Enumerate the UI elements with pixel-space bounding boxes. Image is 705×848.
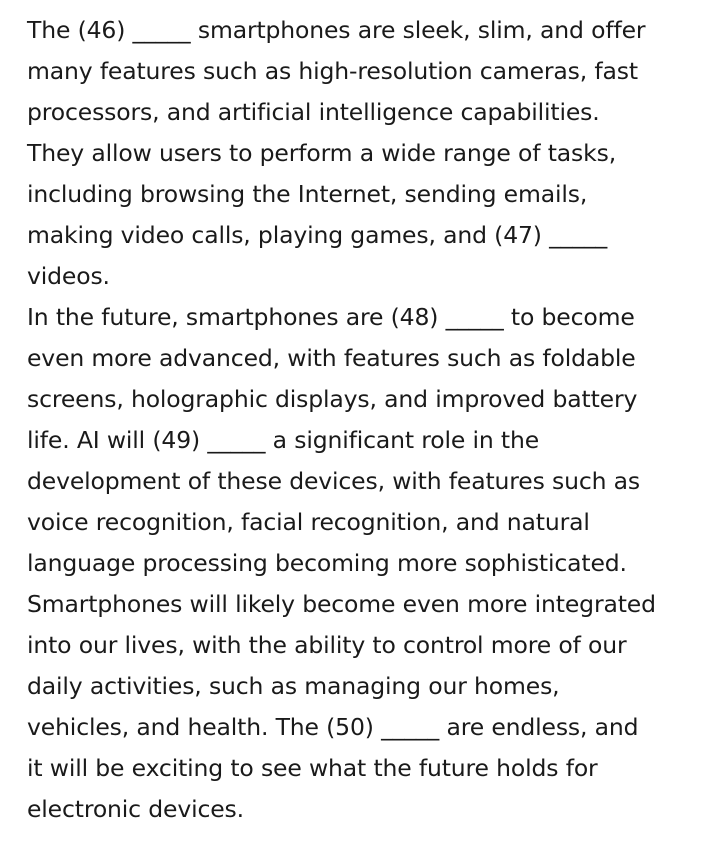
text-line: language processing becoming more sophisticated. (27, 549, 627, 577)
text-line: making video calls, playing games, and (47) _____ (27, 221, 608, 249)
text-line: into our lives, with the ability to control more of our (27, 631, 627, 659)
text-line: electronic devices. (27, 795, 244, 823)
text-line: They allow users to perform a wide range of tasks, (27, 139, 617, 167)
text-line: videos. (27, 262, 110, 290)
paragraph-1 (27, 10, 699, 297)
text-line: daily activities, such as managing our homes, (27, 672, 560, 700)
text-line: vehicles, and health. The (50) _____ are endless, and (27, 713, 639, 741)
paragraph-2 (27, 297, 699, 830)
text-line: development of these devices, with features such as (27, 467, 641, 495)
reading-passage (27, 10, 699, 830)
text-line: life. AI will (49) _____ a significant role in the (27, 426, 540, 454)
text-line: Smartphones will likely become even more integrated (27, 590, 656, 618)
text-line: voice recognition, facial recognition, and natural (27, 508, 590, 536)
text-line: including browsing the Internet, sending emails, (27, 180, 588, 208)
text-line: screens, holographic displays, and improved battery (27, 385, 638, 413)
text-line: In the future, smartphones are (48) _____ to become (27, 303, 635, 331)
text-line: even more advanced, with features such as foldable (27, 344, 636, 372)
text-line: it will be exciting to see what the future holds for (27, 754, 598, 782)
text-line: The (46) _____ smartphones are sleek, slim, and offer (27, 16, 646, 44)
text-line: many features such as high-resolution cameras, fast (27, 57, 638, 85)
text-line: processors, and artificial intelligence capabilities. (27, 98, 600, 126)
